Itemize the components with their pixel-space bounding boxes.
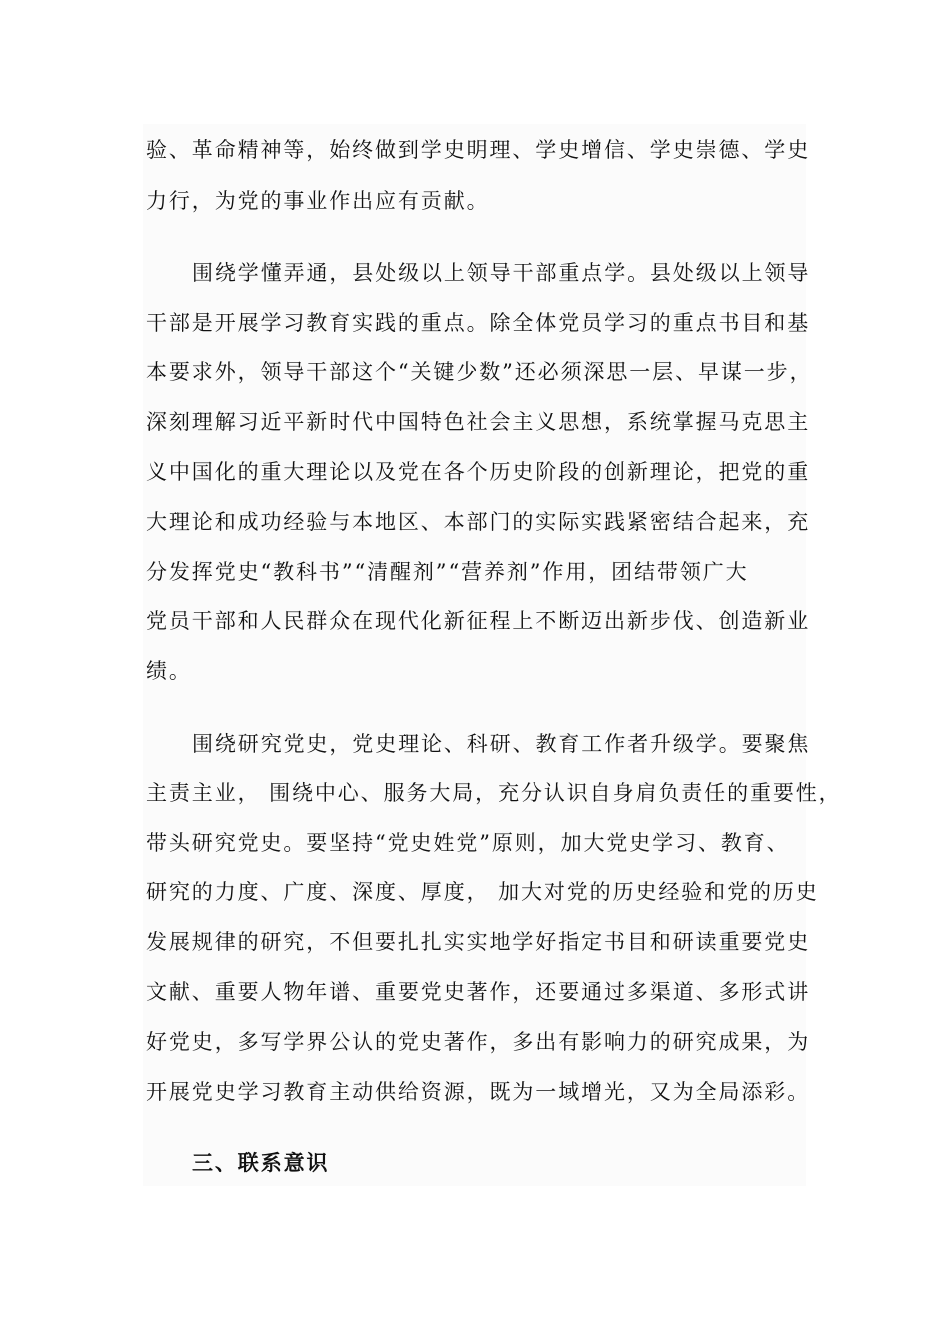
text-line: 义中国化的重大理论以及党在各个历史阶段的创新理论，把党的重 [146,460,811,484]
text-line: 分发挥党史“教科书”“清醒剂”“营养剂”作用，团结带领广大 [146,560,749,584]
paragraph-first-line: 围绕学懂弄通，县处级以上领导干部重点学。县处级以上领导 [192,261,811,285]
text-line: 验、革命精神等，始终做到学史明理、学史增信、学史崇德、学史 [146,138,811,162]
paragraph-first-line: 围绕研究党史，党史理论、科研、教育工作者升级学。要聚焦 [192,732,811,756]
text-line: 深刻理解习近平新时代中国特色社会主义思想，系统掌握马克思主 [146,410,811,434]
section-heading: 三、联系意识 [192,1150,330,1175]
text-line: 开展党史学习教育主动供给资源，既为一域增光，又为全局添彩。 [146,1080,811,1104]
text-line: 大理论和成功经验与本地区、本部门的实际实践紧密结合起来，充 [146,510,811,534]
text-line: 力行，为党的事业作出应有贡献。 [146,189,490,213]
text-line: 主责主业， 围绕中心、服务大局，充分认识自身肩负责任的重要性， [146,781,842,805]
text-line: 发展规律的研究，不但要扎扎实实地学好指定书目和研读重要党史 [146,930,811,954]
text-line: 带头研究党史。要坚持“党史姓党”原则，加大党史学习、教育、 [146,831,790,855]
text-line: 本要求外，领导干部这个“关键少数”还必须深思一层、早谋一步， [146,360,813,384]
text-line: 研究的力度、广度、深度、厚度， 加大对党的历史经验和党的历史 [146,880,819,904]
text-line: 绩。 [146,659,192,683]
text-line: 文献、重要人物年谱、重要党史著作，还要通过多渠道、多形式讲 [146,980,811,1004]
text-line: 党员干部和人民群众在现代化新征程上不断迈出新步伐、创造新业 [146,609,811,633]
text-line: 干部是开展学习教育实践的重点。除全体党员学习的重点书目和基 [146,311,811,335]
text-line: 好党史，多写学界公认的党史著作，多出有影响力的研究成果，为 [146,1030,811,1054]
